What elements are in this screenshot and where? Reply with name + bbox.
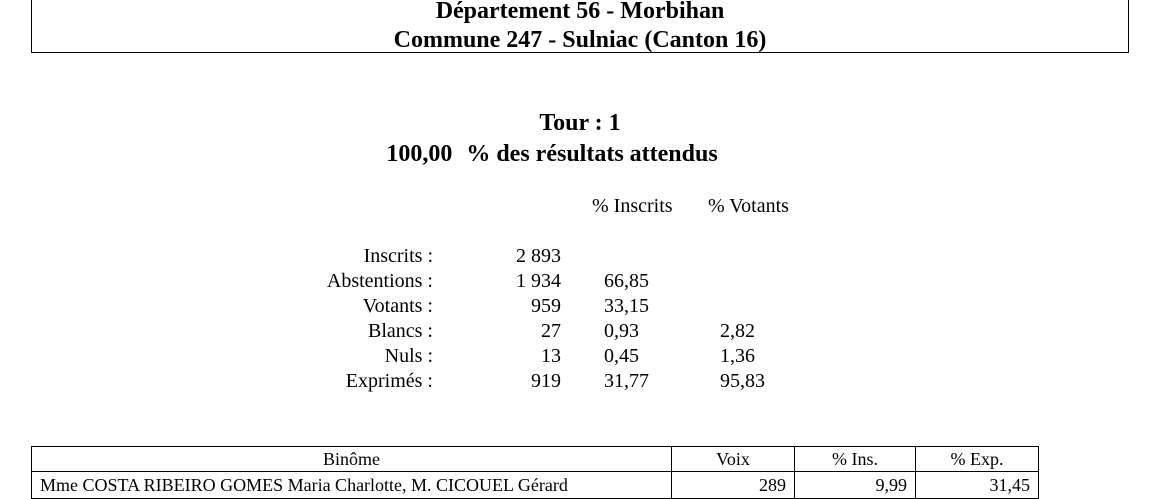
results-expected-value: 100,00 [386, 141, 453, 167]
stat-pct-inscrits: 66,85 [604, 270, 649, 292]
stat-row-nuls [0, 344, 1160, 369]
department-title: Département 56 - Morbihan [435, 0, 725, 24]
cell-pct-exp: 31,45 [916, 472, 1039, 499]
results-header-row [32, 447, 1039, 472]
stat-pct-inscrits: 33,15 [604, 295, 649, 317]
stat-value: 13 [541, 345, 561, 367]
stat-pct-votants: 2,82 [720, 320, 755, 342]
stat-value: 27 [541, 320, 561, 342]
stat-row-exprimes [0, 369, 1160, 394]
stat-pct-inscrits: 31,77 [604, 370, 649, 392]
commune-title: Commune 247 - Sulniac (Canton 16) [393, 27, 767, 53]
table-row [32, 472, 1039, 499]
stat-row-inscrits [0, 244, 1160, 269]
stat-row-blancs [0, 319, 1160, 344]
results-table [31, 446, 1039, 499]
stat-label: Blancs : [368, 320, 433, 342]
stat-label: Nuls : [384, 345, 433, 367]
col-header-binome: Binôme [32, 447, 672, 472]
tour-title: Tour : 1 [539, 110, 621, 136]
stat-label: Inscrits : [363, 245, 433, 267]
cell-binome: Mme COSTA RIBEIRO GOMES Maria Charlotte, M. CICOUEL Gérard [32, 472, 672, 499]
col-header-pct-inscrits: % Inscrits [592, 195, 673, 217]
results-expected-label: % des résultats attendus [466, 141, 718, 167]
stat-pct-votants: 95,83 [720, 370, 765, 392]
stat-value: 959 [531, 295, 561, 317]
header-box [31, 0, 1129, 53]
stat-row-abstentions [0, 269, 1160, 294]
stat-value: 2 893 [516, 245, 561, 267]
stat-label: Exprimés : [345, 370, 433, 392]
cell-pct-ins: 9,99 [795, 472, 916, 499]
col-header-voix: Voix [672, 447, 795, 472]
stat-value: 919 [531, 370, 561, 392]
stat-value: 1 934 [516, 270, 561, 292]
stat-pct-inscrits: 0,45 [604, 345, 639, 367]
cell-voix: 289 [672, 472, 795, 499]
stat-label: Votants : [362, 295, 433, 317]
stat-pct-inscrits: 0,93 [604, 320, 639, 342]
stat-row-votants [0, 294, 1160, 319]
col-header-pct-exp: % Exp. [916, 447, 1039, 472]
stat-label: Abstentions : [326, 270, 433, 292]
stat-pct-votants: 1,36 [720, 345, 755, 367]
col-header-pct-ins: % Ins. [795, 447, 916, 472]
col-header-pct-votants: % Votants [708, 195, 789, 217]
results-expected [0, 140, 1132, 168]
